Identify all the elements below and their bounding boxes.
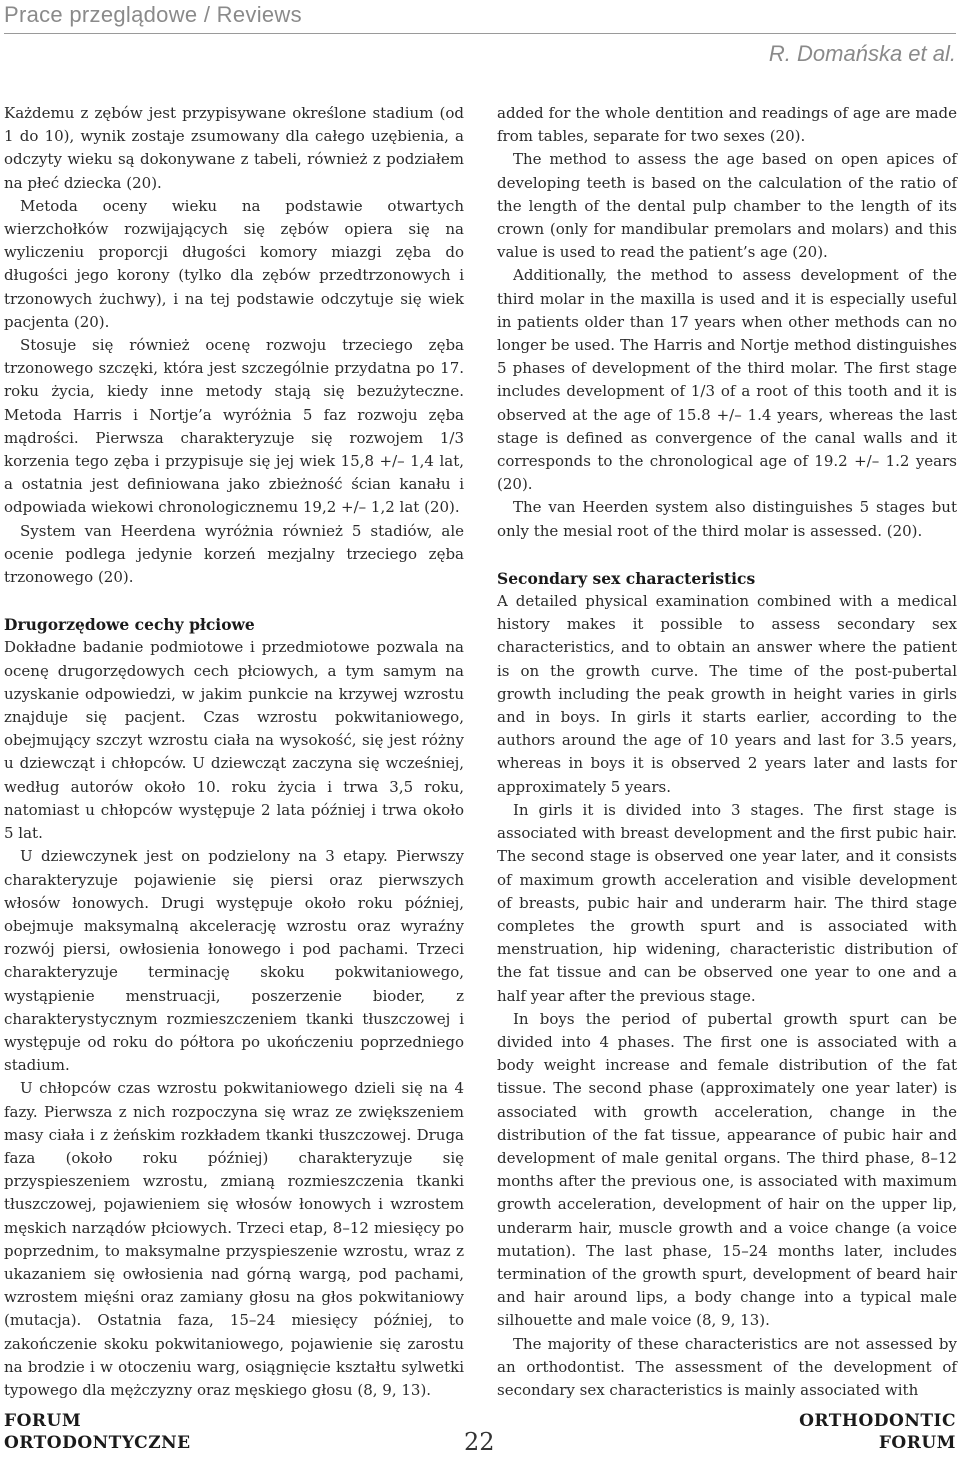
footer-right-line2: FORUM: [878, 1433, 956, 1453]
section-spacer: [4, 589, 464, 613]
section-spacer: [497, 543, 957, 567]
body-paragraph: The majority of these characteristics are not assessed by an orthodontist. The assessment of the development of secondary sex characteristics is mainly associated with: [497, 1334, 957, 1399]
body-paragraph: In boys the period of pubertal growth spurt can be divided into 4 phases. The first one is associated with a body weight increase and female distribution of the fat tissue. The second phase (approximately one year later) is associated with growth acceleration, change in the distribution of the fat tissue, appearance of pubic hair and development of male genital organs. The third phase, 8–12 months after the previous one, is associated with maximum growth acceleration, development of hair on the upper lip, underarm hair, muscle growth and a voice change (a voice mutation). The last phase, 15–24 months later, includes termination of the growth spurt, development of beard hair and hair around lips, a body change into a typical male silhouette and male voice (8, 9, 13).: [497, 1009, 957, 1330]
left-column-polish: [4, 102, 464, 1402]
body-paragraph: A detailed physical examination combined with a medical history makes it possible to assess secondary sex characteristics, and to obtain an answer where the patient is on the growth curve. The time of the post-pubertal growth including the peak growth in height varies in girls and in boys. In girls it starts earlier, according to the authors around the age of 10 years and last for 3.5 years, whereas in boys it is observed 2 years later and lasts for approximately 5 years.: [497, 592, 957, 796]
footer-journal-polish: [4, 1410, 191, 1454]
body-paragraph: added for the whole dentition and readings of age are made from tables, separate for two sexes (20).: [497, 104, 957, 146]
page-footer: [4, 1410, 956, 1458]
section-heading: Drugorzędowe cechy płciowe: [4, 615, 255, 635]
footer-left-line2: ORTODONTYCZNE: [4, 1433, 191, 1453]
body-paragraph: System van Heerdena wyróżnia również 5 stadiów, ale ocenie podlega jedynie korzeń mezjalny trzeciego zęba trzonowego (20).: [4, 521, 464, 587]
right-column-english: [497, 102, 957, 1402]
body-paragraph: Dokładne badanie podmiotowe i przedmiotowe pozwala na ocenę drugorzędowych cech płciowych, a tym samym na uzyskanie odpowiedzi, w jakim punkcie na krzywej wzrostu znajduje się pacjent. Czas wzrostu pokwitaniowego, obejmujący szczyt wzrostu ciała na wysokość, się jest różny u dziewcząt i chłopców. U dziewcząt zaczyna się wcześniej, według autorów około 10. roku życia i trwa 3,5 roku, natomiast u chłopców występuje 2 lata później i trwa około 5 lat.: [4, 638, 464, 843]
header-divider: [4, 33, 956, 34]
body-paragraph: U dziewczynek jest on podzielony na 3 etapy. Pierwszy charakteryzuje pojawienie się piersi oraz pierwszych włosów łonowych. Drugi występuje około roku później, obejmuje maksymalną akcelerację wzrostu oraz wyraźny rozwój piersi, owłosienia łonowego i pod pachami. Trzeci charakteryzuje terminację skoku pokwitaniowego, wystąpienie menstruacji, poszerzenie bioder, z charakterystycznym rozmieszczeniem tkanki tłuszczowej i występuje od roku do półtora po ukończeniu poprzedniego stadium.: [4, 847, 464, 1075]
body-paragraph: The van Heerden system also distinguishes 5 stages but only the mesial root of the third molar is assessed. (20).: [497, 498, 957, 540]
footer-journal-english: [799, 1410, 956, 1454]
body-paragraph: Additionally, the method to assess development of the third molar in the maxilla is used and it is especially useful in patients older than 17 years when other methods can no longer be used. The Harris and Nortje method distinguishes 5 phases of development of the third molar. The first stage includes development of 1/3 of a root of this tooth and it is observed at the age of 15.8 +/– 1.4 years, whereas the last stage is defined as convergence of the canal walls and it corresponds to the chronological age of 19.2 +/– 1.2 years (20).: [497, 266, 957, 494]
header-authors: R. Domańska et al.: [768, 41, 956, 66]
body-paragraph: The method to assess the age based on open apices of developing teeth is based on the calculation of the ratio of the length of the dental pulp chamber to the length of its crown (only for mandibular premolars and molars) and this value is used to read the patient’s age (20).: [497, 150, 957, 262]
body-paragraph: U chłopców czas wzrostu pokwitaniowego dzieli się na 4 fazy. Pierwsza z nich rozpoczyna się wraz ze zwiększeniem masy ciała i z żeńskim rozkładem tkanki tłuszczowej. Druga faza (około roku później) charakteryzuje się przyspieszeniem wzrostu, zmianą rozmieszczenia tkanki tłuszczowej, pojawieniem się włosów łonowych i wzrostem męskich narządów płciowych. Trzeci etap, 8–12 miesięcy po poprzednim, to maksymalne przyspieszenie wzrostu, wraz z ukazaniem się owłosienia nad górną wargą, pod pachami, wzrostem mięśni oraz zamiany głosu na głos pokwitaniowy (mutacja). Ostatnia faza, 15–24 miesięcy później, to zakończenie skoku pokwitaniowego, pojawienie się zarostu na brodzie i w otoczeniu warg, osiągnięcie kształtu sylwetki typowego dla mężczyzny oraz męskiego głosu (8, 9, 13).: [4, 1079, 464, 1399]
section-heading: Secondary sex characteristics: [497, 568, 756, 588]
body-paragraph: Każdemu z zębów jest przypisywane określone stadium (od 1 do 10), wynik zostaje zsumowany dla całego uzębienia, a odczyty wieku są dokonywane z tabeli, również z podziałem na płeć dziecka (20).: [4, 104, 464, 192]
page-number: 22: [464, 1428, 495, 1456]
footer-right-line1: ORTHODONTIC: [799, 1411, 956, 1431]
footer-left-line1: FORUM: [4, 1411, 82, 1431]
body-paragraph: In girls it is divided into 3 stages. The first stage is associated with breast development and the first pubic hair. The second stage is observed one year later, and it consists of maximum growth acceleration and visible development of breasts, pubic hair and underarm hair. The third stage completes the growth spurt and is associated with menstruation, hip widening, characteristic distribution of the fat tissue and can be observed one year to one and a half year after the previous stage.: [497, 800, 957, 1005]
body-paragraph: Metoda oceny wieku na podstawie otwartych wierzchołków rozwijających się zębów opiera się na wyliczeniu proporcji długości komory miazgi zęba do długości jego korony (tylko dla zębów przedtrzonowych i trzonowych żuchwy), i na tej podstawie odczytuje się wiek pacjenta (20).: [4, 196, 464, 331]
journal-header: [4, 0, 956, 70]
body-paragraph: Stosuje się również ocenę rozwoju trzeciego zęba trzonowego szczęki, która jest szczególnie przydatna po 17. roku życia, kiedy inne metody stają się bezużyteczne. Metoda Harris i Nortje’a wyróżnia 5 faz rozwoju zęba mądrości. Pierwsza charakteryzuje się rozwojem 1/3 korzenia tego zęba i przypisuje się jej wiek 15,8 +/– 1,4 lat, a ostatnia jest definiowana jako zbieżność ścian kanału i odpowiada wiekowi chronologicznemu 19,2 +/– 1,2 lat (20).: [4, 336, 464, 517]
journal-title: Prace przeglądowe / Reviews: [4, 2, 302, 27]
